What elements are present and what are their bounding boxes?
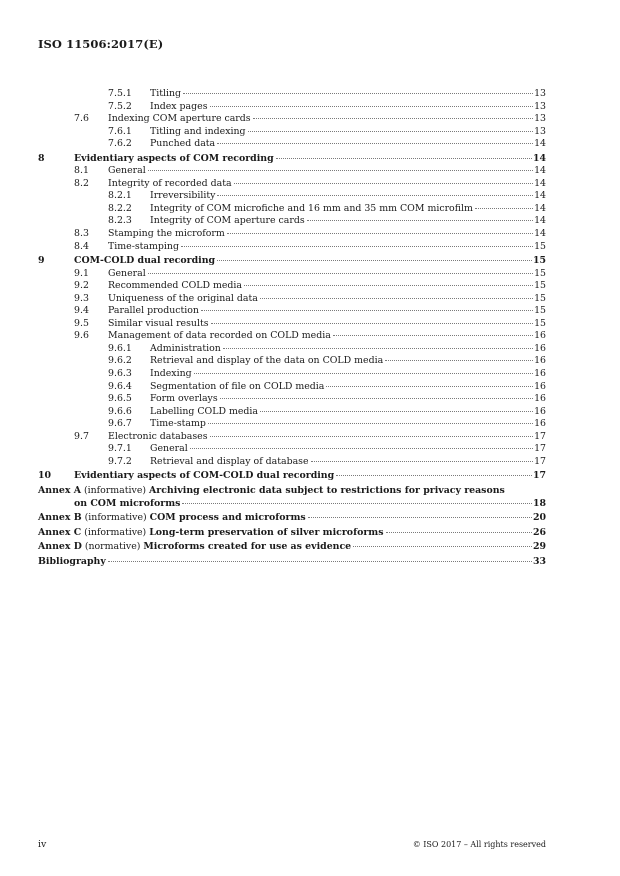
leader-dots xyxy=(475,208,533,209)
toc-entry[interactable] xyxy=(38,228,546,241)
toc-page-number: 16 xyxy=(534,380,546,392)
annex-prefix: Annex A xyxy=(38,484,81,496)
leader-dots xyxy=(190,448,533,449)
toc-section-number: 9.6.4 xyxy=(108,380,132,392)
toc-page-number: 16 xyxy=(534,342,546,354)
leader-dots xyxy=(336,475,532,476)
toc-entry[interactable] xyxy=(38,343,546,356)
toc-entry[interactable] xyxy=(38,178,546,191)
annex-prefix: Annex B xyxy=(38,512,82,524)
toc-entry[interactable] xyxy=(38,443,546,456)
toc-section-number: 8.2 xyxy=(74,177,89,189)
toc-title: Management of data recorded on COLD media xyxy=(108,330,331,342)
toc-section-number: 9.3 xyxy=(74,292,89,304)
toc-title: General xyxy=(108,165,146,177)
toc-title: Punched data xyxy=(150,138,216,150)
toc-entry[interactable] xyxy=(38,393,546,406)
toc-page-number: 26 xyxy=(532,526,546,538)
leader-dots xyxy=(217,143,533,144)
leader-dots xyxy=(220,398,533,399)
toc-section-number: 9.6 xyxy=(74,330,89,342)
toc-page-number: 20 xyxy=(532,512,546,524)
annex-kind: (informative) xyxy=(84,512,147,524)
annex-title-line1: Archiving electronic data subject to restrictions for privacy reasons xyxy=(149,484,505,496)
toc-title: Irreversibility xyxy=(150,190,216,202)
toc-title: Parallel production xyxy=(108,305,199,317)
toc-page-number: 13 xyxy=(534,88,546,99)
toc-page-number: 16 xyxy=(534,418,546,430)
toc-section-number: 9.7.2 xyxy=(108,455,132,467)
toc-entry[interactable] xyxy=(38,190,546,203)
leader-dots xyxy=(148,273,533,274)
toc-section-number: 9.1 xyxy=(74,267,89,279)
toc-entry[interactable] xyxy=(38,88,546,101)
leader-dots xyxy=(307,220,533,221)
toc-section-number: 7.6.1 xyxy=(108,125,132,137)
toc-page-number: 15 xyxy=(534,305,546,317)
toc-title: Bibliography xyxy=(38,555,106,567)
toc-title: Indexing COM aperture cards xyxy=(108,113,251,125)
toc-entry[interactable] xyxy=(38,305,546,318)
leader-dots xyxy=(308,517,532,518)
toc-section-number: 9.6.7 xyxy=(108,418,132,430)
toc-page-number: 13 xyxy=(534,100,546,112)
leader-dots xyxy=(208,423,533,424)
leader-dots xyxy=(260,411,533,412)
toc-title: Time-stamp xyxy=(150,418,206,430)
toc-title: General xyxy=(150,443,188,455)
toc-section-number: 8.3 xyxy=(74,228,89,240)
toc-section-number: 8.4 xyxy=(74,240,89,252)
leader-dots xyxy=(276,158,532,159)
toc-section-number: 9.7.1 xyxy=(108,443,132,455)
toc-section-number: 9.2 xyxy=(74,280,89,292)
leader-dots xyxy=(181,246,533,247)
toc-section-number: 8.2.3 xyxy=(108,215,132,227)
toc-page-number: 14 xyxy=(534,190,546,202)
toc-annex[interactable] xyxy=(38,512,546,525)
annex-kind: (informative) xyxy=(84,526,147,538)
leader-dots xyxy=(183,93,533,94)
toc-section-number: 8 xyxy=(38,152,45,164)
document-id-header: ISO 11506:2017(E) xyxy=(38,37,164,51)
leader-dots xyxy=(194,373,533,374)
annex-title-line2: on COM microforms xyxy=(74,497,181,509)
leader-dots xyxy=(386,532,532,533)
toc-page-number: 17 xyxy=(534,455,546,467)
toc-entry[interactable] xyxy=(38,101,546,114)
toc-title: Evidentiary aspects of COM-COLD dual recording xyxy=(74,470,335,482)
toc-annex[interactable] xyxy=(38,527,546,540)
toc-title: Retrieval and display of database xyxy=(150,455,309,467)
leader-dots xyxy=(260,298,533,299)
leader-dots xyxy=(201,310,533,311)
leader-dots xyxy=(353,546,532,547)
toc-entry[interactable] xyxy=(38,470,546,483)
toc-entry[interactable] xyxy=(38,165,546,178)
toc-section-number: 9.7 xyxy=(74,430,89,442)
leader-dots xyxy=(210,106,534,107)
toc-section-number: 9.6.2 xyxy=(108,355,132,367)
toc-page-number: 16 xyxy=(534,393,546,405)
toc-title: Integrity of recorded data xyxy=(108,177,232,189)
toc-entry[interactable] xyxy=(38,381,546,394)
toc-page-number: 16 xyxy=(534,330,546,342)
toc-page-number: 18 xyxy=(532,497,546,509)
annex-prefix: Annex C xyxy=(38,526,82,538)
toc-section-number: 7.5.2 xyxy=(108,100,132,112)
leader-dots xyxy=(217,195,533,196)
annex-title: Long-term preservation of silver microforms xyxy=(149,526,384,538)
toc-title: General xyxy=(108,267,146,279)
leader-dots xyxy=(108,561,532,562)
leader-dots xyxy=(244,285,533,286)
toc-title: Labelling COLD media xyxy=(150,405,258,417)
leader-dots xyxy=(253,118,533,119)
toc-title: Integrity of COM microfiche and 16 mm and 35 mm COM microfilm xyxy=(150,202,473,214)
toc-title: Form overlays xyxy=(150,393,218,405)
toc-section-number: 8.2.1 xyxy=(108,190,132,202)
page-number: iv xyxy=(38,839,47,850)
toc-entry[interactable] xyxy=(38,330,546,343)
toc-page-number: 14 xyxy=(534,228,546,240)
leader-dots xyxy=(326,386,533,387)
toc-page-number: 14 xyxy=(534,138,546,150)
toc-page-number: 13 xyxy=(534,113,546,125)
toc-entry[interactable] xyxy=(38,126,546,139)
annex-prefix: Annex D xyxy=(38,541,82,553)
toc-section-number: 9.5 xyxy=(74,317,89,329)
toc-page-number: 13 xyxy=(534,125,546,137)
toc-page-number: 15 xyxy=(534,280,546,292)
toc-page-number: 16 xyxy=(534,355,546,367)
copyright-notice: © ISO 2017 – All rights reserved xyxy=(412,840,546,849)
annex-kind: (normative) xyxy=(84,541,141,553)
toc-title: Recommended COLD media xyxy=(108,280,243,292)
toc-entry[interactable] xyxy=(38,241,546,254)
toc-page-number: 17 xyxy=(534,430,546,442)
toc-entry[interactable] xyxy=(38,318,546,331)
annex-kind: (informative) xyxy=(83,484,147,496)
toc-entry[interactable] xyxy=(38,456,546,469)
toc-title: Integrity of COM aperture cards xyxy=(150,215,305,227)
toc-entry[interactable] xyxy=(38,255,546,268)
toc-page-number: 17 xyxy=(534,443,546,455)
toc-section-number: 9.6.1 xyxy=(108,342,132,354)
toc-section-number: 10 xyxy=(38,470,52,482)
leader-dots xyxy=(148,170,533,171)
toc-entry[interactable] xyxy=(38,293,546,306)
leader-dots xyxy=(182,503,532,504)
toc-page-number: 16 xyxy=(534,368,546,380)
toc-title: Titling and indexing xyxy=(150,125,246,137)
annex-title: COM process and microforms xyxy=(149,512,306,524)
toc-section-number: 9.4 xyxy=(74,305,89,317)
leader-dots xyxy=(211,323,534,324)
toc-page-number: 15 xyxy=(534,292,546,304)
toc-title: Stamping the microform xyxy=(108,228,225,240)
toc-page-number: 15 xyxy=(532,255,546,267)
toc-title: Time-stamping xyxy=(108,240,179,252)
toc-title: Similar visual results xyxy=(108,317,209,329)
table-of-contents xyxy=(38,88,546,568)
toc-section-number: 8.1 xyxy=(74,165,89,177)
toc-entry[interactable] xyxy=(38,153,546,166)
toc-page-number: 14 xyxy=(534,177,546,189)
toc-entry[interactable] xyxy=(38,203,546,216)
toc-entry[interactable] xyxy=(38,431,546,444)
leader-dots xyxy=(311,461,534,462)
toc-entries xyxy=(38,88,546,483)
leader-dots xyxy=(217,260,532,261)
toc-entry[interactable] xyxy=(38,355,546,368)
toc-section-number: 7.6 xyxy=(74,113,89,125)
toc-annex[interactable] xyxy=(38,541,546,554)
toc-page-number: 15 xyxy=(534,240,546,252)
toc-entry[interactable] xyxy=(38,280,546,293)
leader-dots xyxy=(227,233,533,234)
toc-title: Indexing xyxy=(150,368,192,380)
toc-section-number: 8.2.2 xyxy=(108,202,132,214)
toc-entry[interactable] xyxy=(38,138,546,151)
toc-entry[interactable] xyxy=(38,215,546,228)
toc-page-number: 15 xyxy=(534,317,546,329)
annex-title: Microforms created for use as evidence xyxy=(143,541,352,553)
leader-dots xyxy=(248,131,534,132)
toc-title: Administration xyxy=(150,342,221,354)
toc-page-number: 14 xyxy=(534,202,546,214)
toc-page-number: 16 xyxy=(534,405,546,417)
toc-title: Segmentation of file on COLD media xyxy=(150,380,325,392)
toc-entry[interactable] xyxy=(38,406,546,419)
toc-annex-a[interactable] xyxy=(38,485,546,510)
toc-page-number: 17 xyxy=(532,470,546,482)
toc-page-number: 29 xyxy=(532,541,546,553)
toc-entry[interactable] xyxy=(38,113,546,126)
toc-title: Titling xyxy=(150,88,182,99)
toc-title: Uniqueness of the original data xyxy=(108,292,258,304)
toc-entry[interactable] xyxy=(38,368,546,381)
leader-dots xyxy=(210,436,534,437)
toc-section-number: 9 xyxy=(38,255,45,267)
toc-page-number: 14 xyxy=(534,215,546,227)
toc-bibliography[interactable] xyxy=(38,556,546,569)
leader-dots xyxy=(234,183,534,184)
toc-title: Index pages xyxy=(150,100,208,112)
toc-section-number: 9.6.3 xyxy=(108,368,132,380)
toc-section-number: 9.6.5 xyxy=(108,393,132,405)
toc-entry[interactable] xyxy=(38,418,546,431)
toc-section-number: 9.6.6 xyxy=(108,405,132,417)
toc-title: Electronic databases xyxy=(108,430,208,442)
toc-page-number: 15 xyxy=(534,267,546,279)
toc-page-number: 33 xyxy=(532,555,546,567)
toc-title: Evidentiary aspects of COM recording xyxy=(74,152,274,164)
toc-title: COM-COLD dual recording xyxy=(74,255,216,267)
toc-section-number: 7.5.1 xyxy=(108,88,132,99)
toc-annex-list xyxy=(38,510,546,554)
toc-page-number: 14 xyxy=(534,165,546,177)
leader-dots xyxy=(223,348,533,349)
toc-section-number: 7.6.2 xyxy=(108,138,132,150)
toc-page-number: 14 xyxy=(532,152,546,164)
toc-title: Retrieval and display of the data on COLD media xyxy=(150,355,384,367)
leader-dots xyxy=(333,335,533,336)
leader-dots xyxy=(385,360,533,361)
toc-entry[interactable] xyxy=(38,268,546,281)
